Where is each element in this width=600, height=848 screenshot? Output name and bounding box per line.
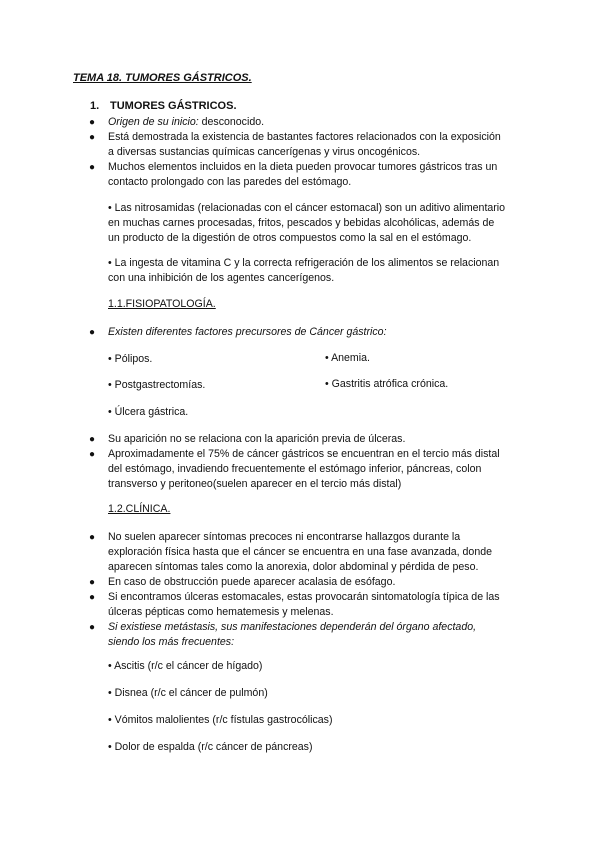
paragraph-line: Si encontramos úlceras estomacales, estas provocarán sintomatología típica de las [108, 591, 500, 603]
paragraph-line: Existen diferentes factores precursores de Cáncer gástrico: [108, 326, 387, 338]
paragraph-line: Está demostrada la existencia de bastantes factores relacionados con la exposición [108, 131, 501, 143]
bullet-marker: ● [89, 449, 96, 460]
paragraph-line: en muchas carnes procesadas, fritos, pescados y bebidas alcohólicas, además de [108, 217, 495, 229]
factor-item: • Úlcera gástrica. [108, 406, 189, 418]
paragraph-line: En caso de obstrucción puede aparecer acalasia de esófago. [108, 576, 396, 588]
paragraph-line: siendo los más frecuentes: [108, 636, 235, 648]
factor-item: • Pólipos. [108, 353, 153, 365]
subsection-heading-clinica: 1.2.CLÍNICA. [108, 503, 171, 515]
paragraph-line: exploración física hasta que el cáncer se encuentra en una fase avanzada, donde [108, 546, 492, 558]
paragraph-line: Muchos elementos incluidos en la dieta pueden provocar tumores gástricos tras un [108, 161, 498, 173]
section-title: TUMORES GÁSTRICOS. [110, 100, 237, 112]
bullet-marker: ● [89, 434, 96, 445]
factor-item: • Anemia. [325, 352, 370, 364]
paragraph-line: Aproximadamente el 75% de cáncer gástricos se encuentran en el tercio más distal [108, 448, 500, 460]
paragraph-line: Su aparición no se relaciona con la aparición previa de úlceras. [108, 433, 406, 445]
paragraph-line: un producto de la digestión de otros compuestos como la sal en el estómago. [108, 232, 472, 244]
paragraph-line: No suelen aparecer síntomas precoces ni encontrarse hallazgos durante la [108, 531, 461, 543]
factor-item: • Gastritis atrófica crónica. [325, 378, 449, 390]
origin-label: Origen de su inicio: [108, 116, 199, 128]
paragraph-line: contacto prolongado con las paredes del estómago. [108, 176, 352, 188]
bullet-marker: ● [89, 132, 96, 143]
paragraph-line: • La ingesta de vitamina C y la correcta refrigeración de los alimentos se relacionan [108, 257, 500, 269]
paragraph-line: con una inhibición de los agentes cancerígenos. [108, 272, 335, 284]
origin-value: desconocido. [198, 116, 265, 128]
bullet-marker: ● [89, 117, 96, 128]
paragraph-line: a diversas sustancias químicas cancerígenas y virus oncogénicos. [108, 146, 421, 158]
paragraph-line: transverso y peritoneo(suelen aparecer en el tercio más distal) [108, 478, 402, 490]
paragraph-line: aparecen síntomas tales como la anorexia, dolor abdominal y pérdida de peso. [108, 561, 479, 573]
bullet-marker: ● [89, 622, 96, 633]
manifestation-item: • Vómitos malolientes (r/c fístulas gastrocólicas) [108, 714, 333, 726]
section-number: 1. [90, 100, 100, 112]
manifestation-item: • Disnea (r/c el cáncer de pulmón) [108, 687, 268, 699]
document-title: TEMA 18. TUMORES GÁSTRICOS. [73, 72, 252, 84]
factor-item: • Postgastrectomías. [108, 379, 206, 391]
origin-line [108, 115, 264, 130]
bullet-marker: ● [89, 162, 96, 173]
manifestation-item: • Ascitis (r/c el cáncer de hígado) [108, 660, 263, 672]
bullet-marker: ● [89, 577, 96, 588]
paragraph-line: del estómago, invadiendo frecuentemente el estómago inferior, páncreas, colon [108, 463, 482, 475]
manifestation-item: • Dolor de espalda (r/c cáncer de páncreas) [108, 741, 313, 753]
bullet-marker: ● [89, 592, 96, 603]
subsection-heading-fisiopatologia: 1.1.FISIOPATOLOGÍA. [108, 298, 216, 310]
bullet-marker: ● [89, 327, 96, 338]
paragraph-line: • Las nitrosamidas (relacionadas con el cáncer estomacal) son un aditivo alimentario [108, 202, 506, 214]
paragraph-line: úlceras pépticas como hematemesis y melenas. [108, 606, 334, 618]
bullet-marker: ● [89, 532, 96, 543]
paragraph-line: Si existiese metástasis, sus manifestaciones dependerán del órgano afectado, [108, 621, 477, 633]
